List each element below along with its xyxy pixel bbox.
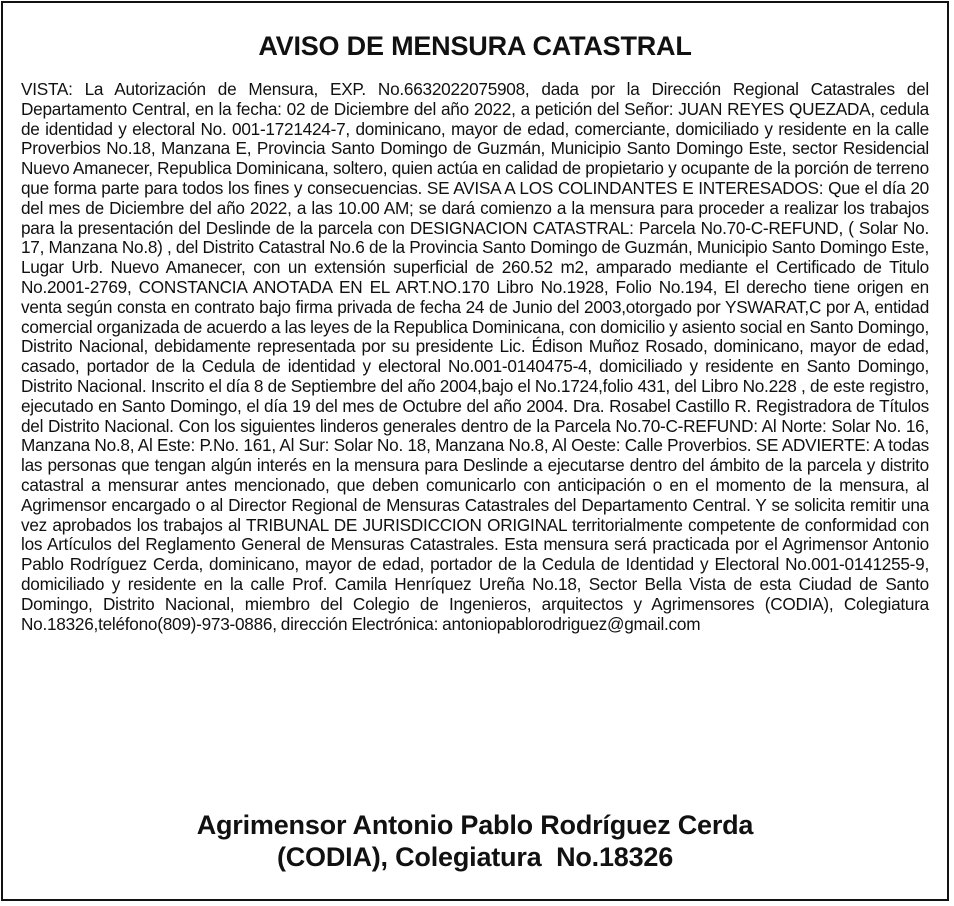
notice-frame	[1, 1, 949, 901]
notice-body: VISTA: La Autorización de Mensura, EXP. No.6632022075908, dada por la Dirección Regional Catastrales del Departamento Central, en la fecha: 02 de Diciembre del año 2022, a petición del Señor: JUAN REYES QUEZADA, cedula de identidad y electoral No. 001-1721424-7, dominicano, mayor de edad, comerciante, domiciliado y residente en la calle Proverbios No.18, Manzana E, Provincia Santo Domingo de Guzmán, Municipio Santo Domingo Este, sector Residencial Nuevo Amanecer, Republica Dominicana, soltero, quien actúa en calidad de propietario y ocupante de la porción de terreno que forma parte para todos los fines y consecuencias. SE AVISA A LOS COLINDANTES E INTERESADOS: Que el día 20 del mes de Diciembre del año 2022, a las 10.00 AM; se dará comienzo a la mensura para proceder a realizar los trabajos para la presentación del Deslinde de la parcela con DESIGNACION CATASTRAL: Parcela No.70-C-REFUND, ( Solar No. 17, Manzana No.8) , del Distrito Catastral No.6 de la Provincia Santo Domingo de Guzmán, Municipio Santo Domingo Este, Lugar Urb. Nuevo Amanecer, con un extensión superficial de 260.52 m2, amparado mediante el Certificado de Titulo No.2001-2769, CONSTANCIA ANOTADA EN EL ART.NO.170 Libro No.1928, Folio No.194, El derecho tiene origen en venta según consta en contrato bajo firma privada de fecha 24 de Junio del 2003,otorgado por YSWARAT,C por A, entidad comercial organizada de acuerdo a las leyes de la Republica Dominicana, con domicilio y asiento social en Santo Domingo, Distrito Nacional, debidamente representada por su presidente Lic. Édison Muñoz Rosado, dominicano, mayor de edad, casado, portador de la Cedula de identidad y electoral No.001-0140475-4, domiciliado y residente en Santo Domingo, Distrito Nacional. Inscrito el día 8 de Septiembre del año 2004,bajo el No.1724,folio 431, del Libro No.228 , de este registro, ejecutado en Santo Domingo, el día 19 del mes de Octubre del año 2004. Dra. Rosabel Castillo R. Registradora de Títulos del Distrito Nacional. Con los siguientes linderos generales dentro de la Parcela No.70-C-REFUND: Al Norte: Solar No. 16, Manzana No.8, Al Este: P.No. 161, Al Sur: Solar No. 18, Manzana No.8, Al Oeste: Calle Proverbios. SE ADVIERTE: A todas las personas que tengan algún interés en la mensura para Deslinde a ejecutarse dentro del ámbito de la parcela y distrito catastral a mensurar antes mencionado, que deben comunicarlo con anticipación o en el momento de la mensura, al Agrimensor encargado o al Director Regional de Mensuras Catastrales del Departamento Central. Y se solicita remitir una vez aprobados los trabajos al TRIBUNAL DE JURISDICCION ORIGINAL territorialmente competente de conformidad con los Artículos del Reglamento General de Mensuras Catastrales. Esta mensura será practicada por el Agrimensor Antonio Pablo Rodríguez Cerda, dominicano, mayor de edad, portador de la Cedula de Identidad y Electoral No.001-0141255-9, domiciliado y residente en la calle Prof. Camila Henríquez Ureña No.18, Sector Bella Vista de esta Ciudad de Santo Domingo, Distrito Nacional, miembro del Colegio de Ingenieros, arquitectos y Agrimensores (CODIA), Colegiatura No.18326,teléfono(809)-973-0886, dirección Electrónica: antoniopablorodriguez@gmail.com	[21, 79, 929, 634]
signature-block	[3, 809, 947, 873]
notice-title: AVISO DE MENSURA CATASTRAL	[258, 31, 692, 61]
signature-registration: (CODIA), Colegiatura No.18326	[276, 842, 674, 872]
signature-name: Agrimensor Antonio Pablo Rodríguez Cerda	[196, 810, 754, 840]
